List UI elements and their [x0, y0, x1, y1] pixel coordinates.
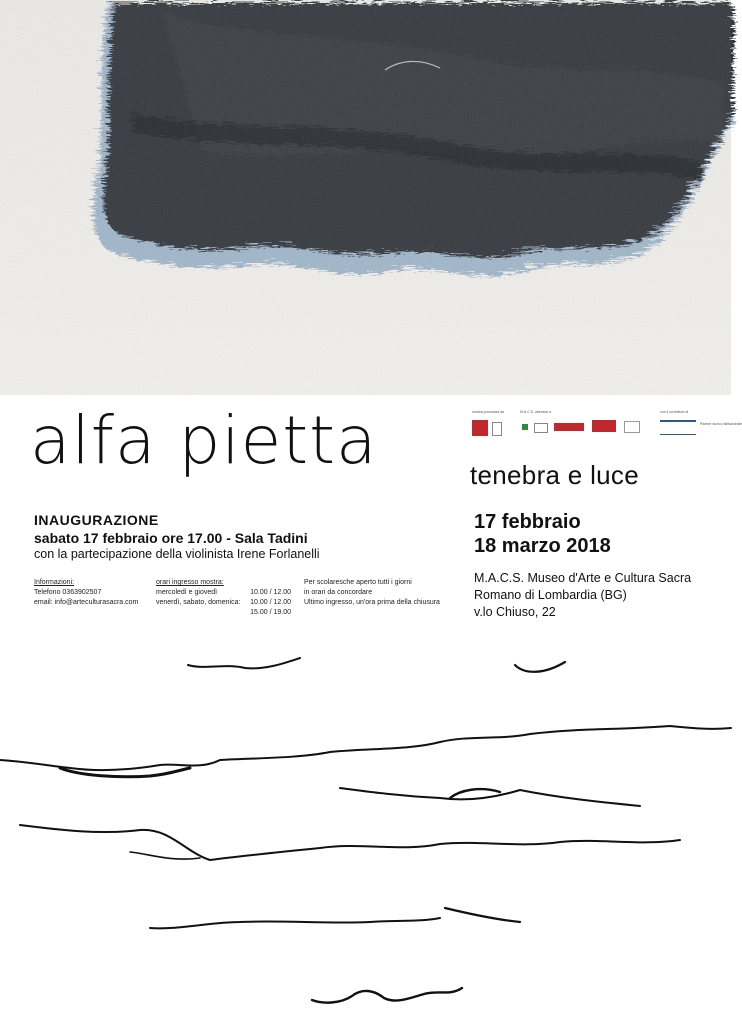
date-start: 17 febbraio: [474, 511, 581, 533]
inauguration-date: sabato 17 febbraio ore 17.00 - Sala Tadini: [34, 530, 308, 546]
opening-hours-block: [156, 578, 291, 618]
exhibition-dates: [474, 510, 611, 558]
crest-logo: [492, 422, 502, 436]
f-logo: [592, 420, 616, 432]
small-logo: [534, 423, 548, 433]
info-phone: Telefono 0363902507: [34, 589, 102, 596]
schools-note: Per scolaresche aperto tutti i giorni in orari da concordare Ultimo ingresso, un'ora prima della chiusura: [304, 579, 440, 606]
bottom-ink-sketch: [0, 630, 731, 1024]
info-heading: Informazioni:: [34, 579, 75, 586]
inauguration-participation: con la partecipazione della violinista Irene Forlanelli: [34, 547, 320, 561]
hours-row: mercoledì e giovedì 10.00 / 12.00: [156, 589, 291, 596]
venue-name: M.A.C.S. Museo d'Arte e Cultura Sacra: [474, 571, 692, 585]
venue-block: [474, 570, 691, 621]
exhibition-title: tenebra e luce: [470, 460, 639, 490]
top-charcoal-artwork: [0, 0, 731, 395]
info-block: [34, 578, 154, 608]
info-email: email: info@arteculturasacra.com: [34, 599, 139, 606]
inauguration-label: INAUGURAZIONE: [34, 512, 159, 528]
artist-name: alfa pietta: [30, 402, 378, 479]
hours-row: venerdì, sabato, domenica: 10.00 / 12.00: [156, 599, 291, 606]
venue-city: Romano di Lombardia (BG): [474, 588, 627, 602]
hours-heading: orari ingresso mostra:: [156, 579, 224, 586]
emblem-logo: [624, 421, 640, 433]
red-band-logo: [554, 423, 584, 431]
credito-logo: [660, 420, 696, 435]
date-end: 18 marzo 2018: [474, 535, 611, 557]
hours-row: 15.00 / 19.00: [250, 609, 291, 616]
venue-address: v.lo Chiuso, 22: [474, 605, 556, 619]
green-logo: [522, 424, 528, 430]
sponsor-logos: mostra promossa da M.A.C.S. aderisce a con il contributo di Partner storico istituzionale: [472, 410, 722, 440]
macs-logo: [472, 420, 488, 436]
